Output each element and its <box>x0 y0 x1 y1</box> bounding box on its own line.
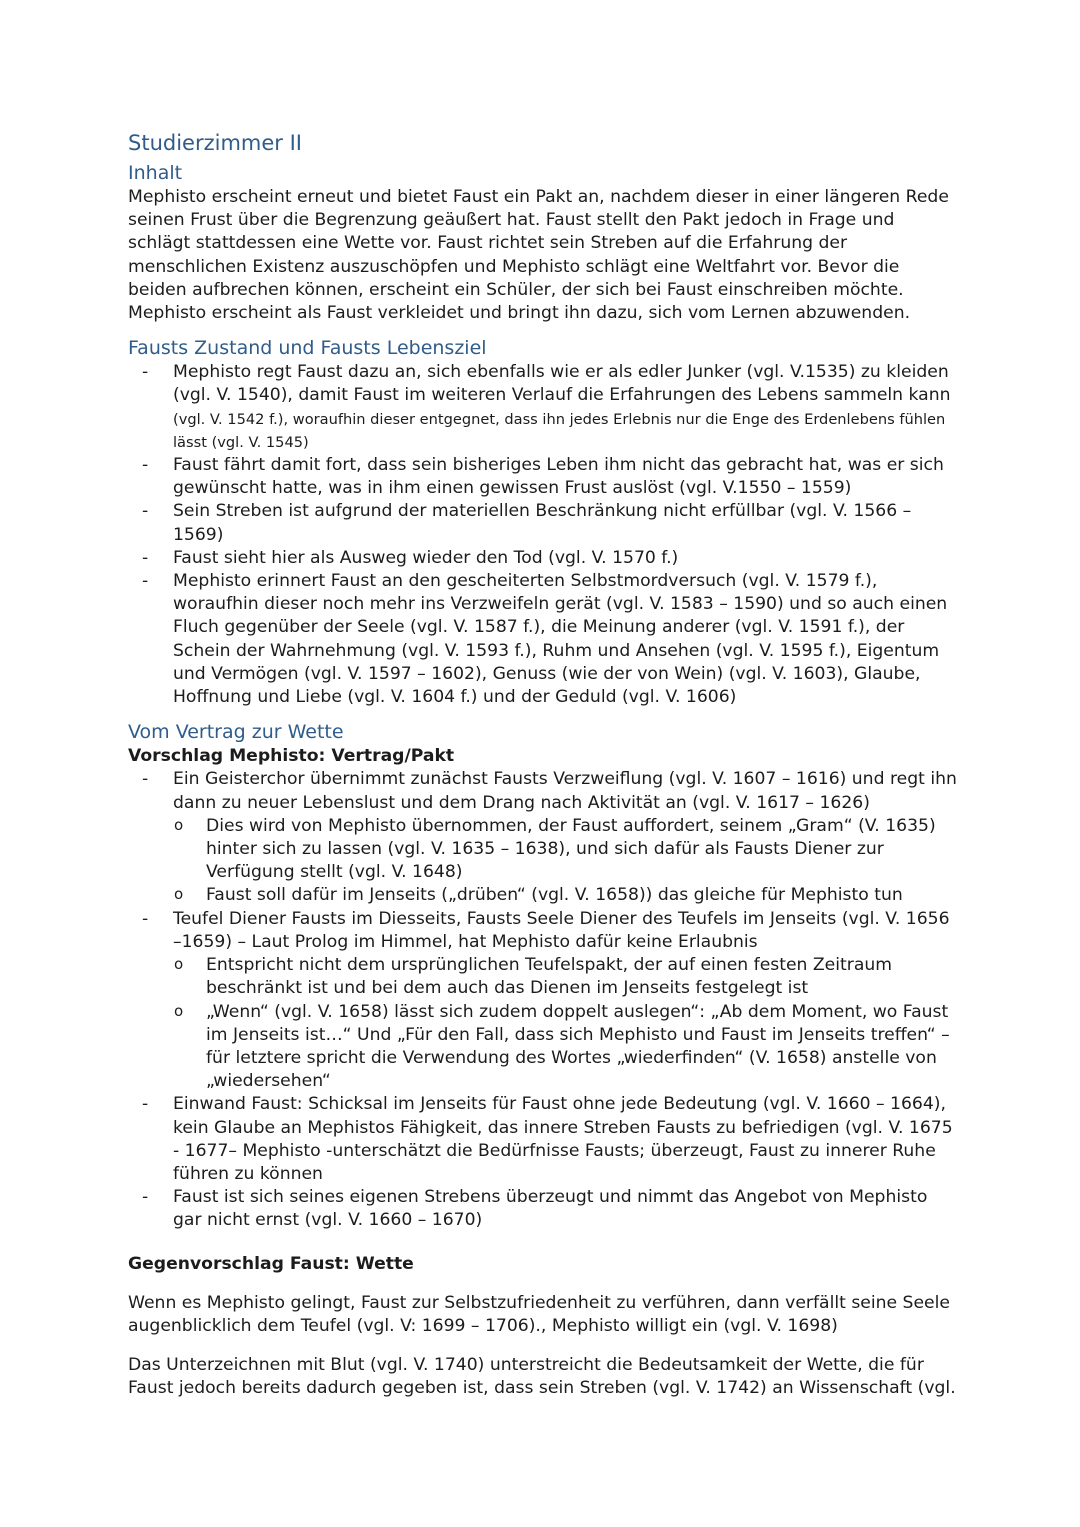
vertrag-sublist <box>128 954 958 1093</box>
sub-list-item: o Dies wird von Mephisto übernommen, der Faust auffordert, seinem „Gram“ (V. 1635) hinter sich zu lassen (vgl. V. 1635 – 1638), und sich dafür als Fausts Diener zur Verfügung stellt (vgl. V. 1648) <box>128 815 958 885</box>
wette-paragraph-2: Das Unterzeichnen mit Blut (vgl. V. 1740) unterstreicht die Bedeutsamkeit der Wette, die für Faust jedoch bereits dadurch gegeben ist, dass sein Streben (vgl. V. 1742) an Wissenschaft (vgl. <box>128 1355 956 1399</box>
vertrag-sublist <box>128 815 958 908</box>
zustand-list <box>128 361 958 709</box>
list-item: - Teufel Diener Fausts im Diesseits, Fausts Seele Diener des Teufels im Jenseits (vgl. V. 1656 –1659) – Laut Prolog im Himmel, hat Mephisto dafür keine Erlaubnis <box>128 908 958 954</box>
list-item: - Mephisto regt Faust dazu an, sich ebenfalls wie er als edler Junker (vgl. V.1535) zu kleiden (vgl. V. 1540), damit Faust im weiteren Verlauf die Erfahrungen des Lebens sammeln kann (vgl. V. 1542 f.), woraufhin dieser entgegnet, dass ihn jedes Erlebnis nur die Enge des Erdenlebens fühlen lässt (vgl. V. 1545) <box>128 361 958 454</box>
list-item: - Mephisto erinnert Faust an den gescheiterten Selbstmordversuch (vgl. V. 1579 f.), woraufhin dieser noch mehr ins Verzweifeln gerät (vgl. V. 1583 – 1590) und so auch einen Fluch gegenüber der Seele (vgl. V. 1587 f.), die Meinung anderer (vgl. V. 1591 f.), der Schein der Wahrnehmung (vgl. V. 1593 f.), Ruhm und Ansehen (vgl. V. 1595 f.), Eigentum und Vermögen (vgl. V. 1597 – 1602), Genuss (wie der von Wein) (vgl. V. 1603), Glaube, Hoffnung und Liebe (vgl. V. 1604 f.) und der Geduld (vgl. V. 1606) <box>128 570 958 709</box>
vertrag-list <box>128 1093 958 1232</box>
document-title: Studierzimmer II <box>128 131 302 155</box>
section-heading-vertrag: Vom Vertrag zur Wette <box>128 721 344 744</box>
list-item: - Faust ist sich seines eigenen Strebens überzeugt und nimmt das Angebot von Mephisto gar nicht ernst (vgl. V. 1660 – 1670) <box>128 1186 958 1232</box>
list-item: - Einwand Faust: Schicksal im Jenseits für Faust ohne jede Bedeutung (vgl. V. 1660 – 1664), kein Glaube an Mephistos Fähigkeit, das innere Streben Fausts zu befriedigen (vgl. V. 1675 - 1677– Mephisto -unterschätzt die Bedürfnisse Fausts; überzeugt, Faust zu innerer Ruhe führen zu können <box>128 1093 958 1186</box>
document-page <box>128 128 958 1401</box>
list-item: - Faust fährt damit fort, dass sein bisheriges Leben ihm nicht das gebracht hat, was er sich gewünscht hatte, was in ihm einen gewissen Frust auslöst (vgl. V.1550 – 1559) <box>128 454 958 500</box>
list-item: - Ein Geisterchor übernimmt zunächst Fausts Verzweiflung (vgl. V. 1607 – 1616) und regt ihn dann zu neuer Lebenslust und dem Drang nach Aktivität an (vgl. V. 1617 – 1626) <box>128 768 958 814</box>
sub-list-item: o Entspricht nicht dem ursprünglichen Teufelspakt, der auf einen festen Zeitraum beschränkt ist und bei dem auch das Dienen im Jenseits festgelegt ist <box>128 954 958 1000</box>
inhalt-paragraph: Mephisto erscheint erneut und bietet Faust ein Pakt an, nachdem dieser in einer längeren Rede seinen Frust über die Begrenzung geäußert hat. Faust stellt den Pakt jedoch in Frage und schlägt stattdessen eine Wette vor. Faust richtet sein Streben auf die Erfahrung der menschlichen Existenz auszuschöpfen und Mephisto schlägt eine Weltfahrt vor. Bevor die beiden aufbrechen können, erscheint ein Schüler, der sich bei Faust einschreiben möchte. Mephisto erscheint als Faust verkleidet und bringt ihn dazu, sich vom Lernen abzuwenden. <box>128 187 949 324</box>
subheading-vorschlag: Vorschlag Mephisto: Vertrag/Pakt <box>128 746 455 767</box>
wette-paragraph-1: Wenn es Mephisto gelingt, Faust zur Selbstzufriedenheit zu verführen, dann verfällt seine Seele augenblicklich dem Teufel (vgl. V: 1699 – 1706)., Mephisto willigt ein (vgl. V. 1698) <box>128 1292 950 1336</box>
subheading-gegenvorschlag: Gegenvorschlag Faust: Wette <box>128 1253 414 1274</box>
vertrag-list <box>128 768 958 814</box>
list-item: - Sein Streben ist aufgrund der materiellen Beschränkung nicht erfüllbar (vgl. V. 1566 – 1569) <box>128 500 958 546</box>
vertrag-list <box>128 908 958 954</box>
section-heading-inhalt: Inhalt <box>128 162 183 184</box>
sub-list-item: o „Wenn“ (vgl. V. 1658) lässt sich zudem doppelt auslegen“: „Ab dem Moment, wo Faust im Jenseits ist…“ Und „Für den Fall, dass sich Mephisto und Faust im Jenseits treffen“ – für letztere spricht die Verwendung des Wortes „wiederfinden“ (V. 1658) anstelle von „wiedersehen“ <box>128 1001 958 1094</box>
list-item: - Faust sieht hier als Ausweg wieder den Tod (vgl. V. 1570 f.) <box>128 547 958 570</box>
sub-list-item: o Faust soll dafür im Jenseits („drüben“ (vgl. V. 1658)) das gleiche für Mephisto tun <box>128 884 958 907</box>
section-heading-zustand: Fausts Zustand und Fausts Lebensziel <box>128 337 487 360</box>
